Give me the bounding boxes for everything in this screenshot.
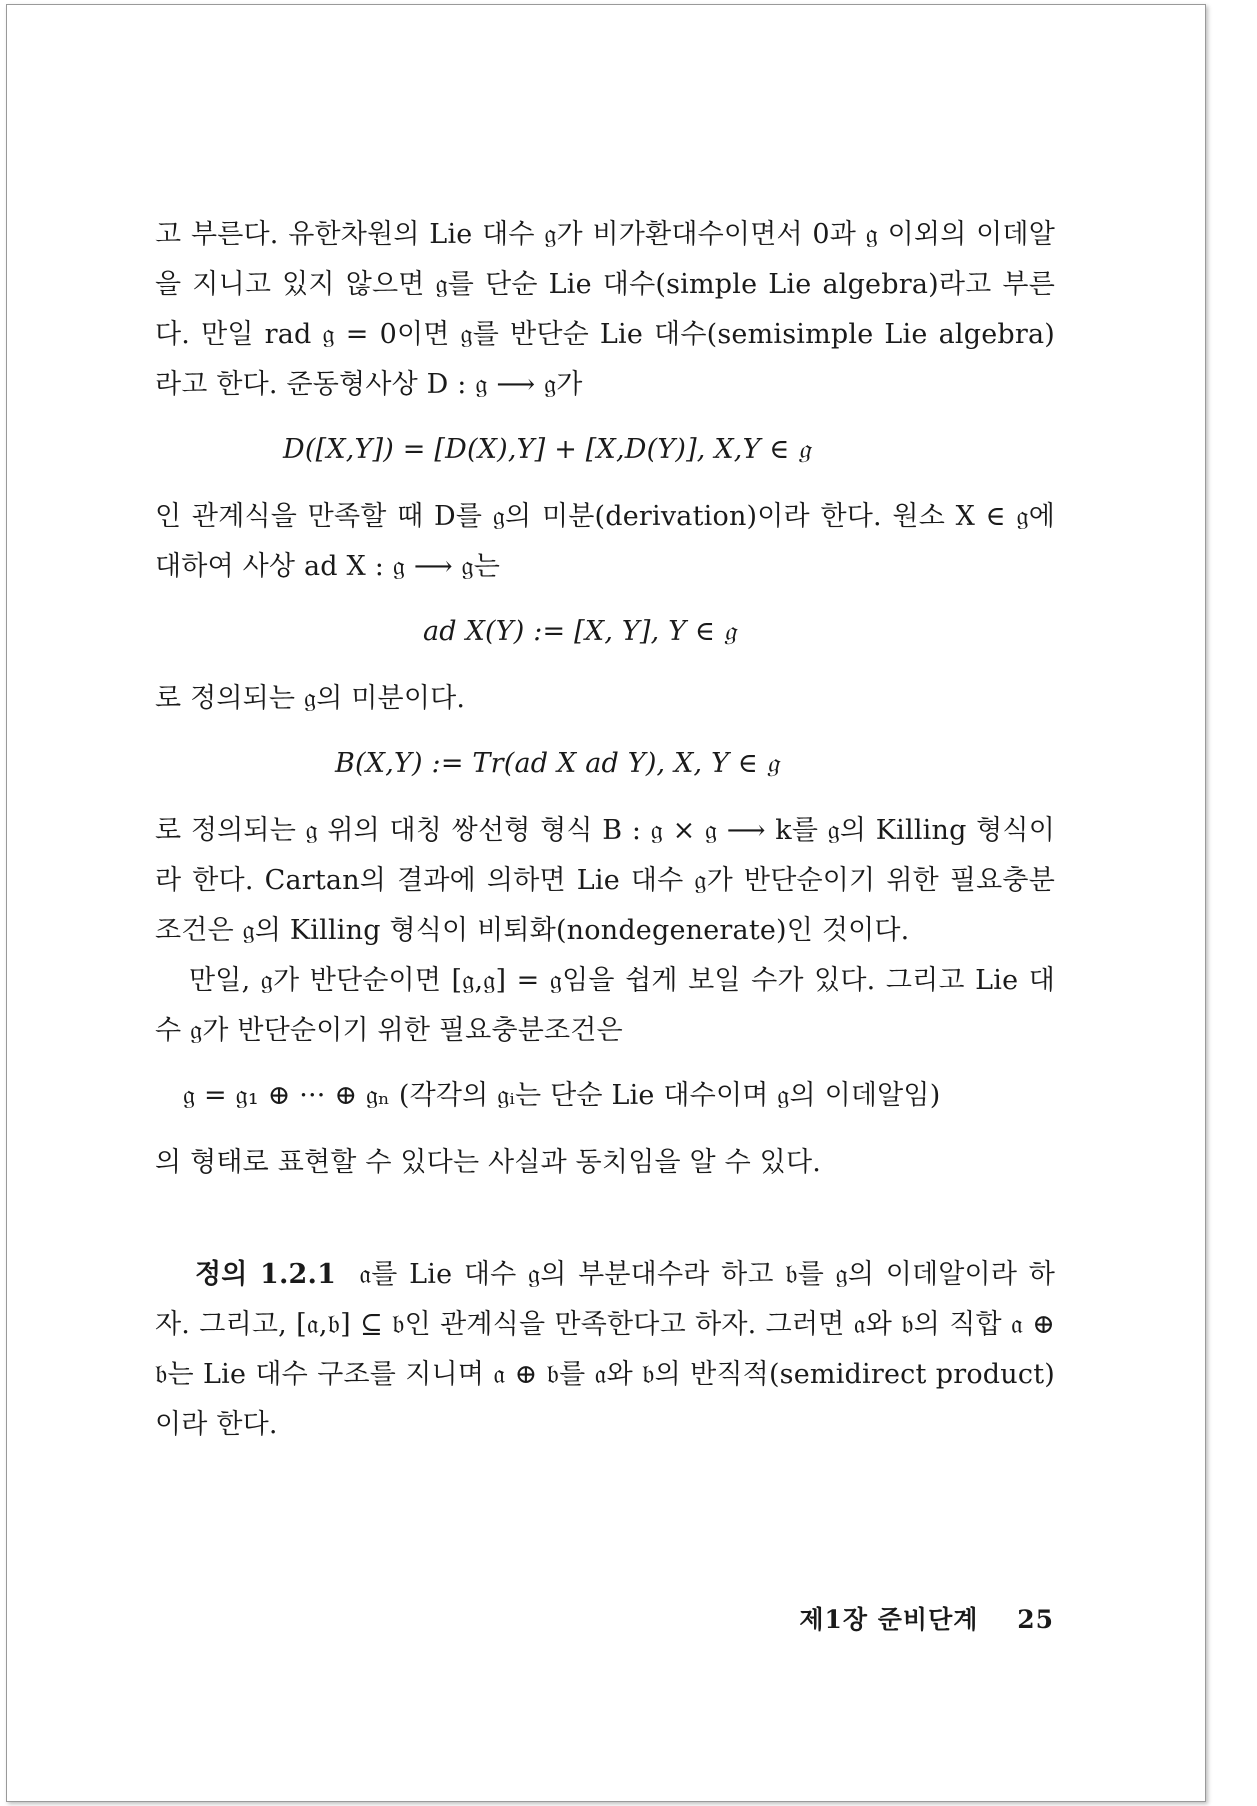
definition-text: 𝔞를 Lie 대수 𝔤의 부분대수라 하고 𝔟를 𝔤의 이데알이라 하자. 그리고, [𝔞,𝔟] ⊆ 𝔟인 관계식을 만족한다고 하자. 그러면 𝔞와 𝔟의 직합 𝔞 ⊕ 𝔟는 Lie 대수 구조를 지니며 𝔞 ⊕ 𝔟를 𝔞와 𝔟의 반직적(semidirect product)이라 한다. bbox=[155, 1259, 1055, 1440]
paragraph-5: 만일, 𝔤가 반단순이면 [𝔤,𝔤] = 𝔤임을 쉽게 보일 수가 있다. 그리고 Lie 대수 𝔤가 반단순이기 위한 필요충분조건은 bbox=[155, 965, 1055, 1046]
definition-label: 정의 1.2.1 bbox=[195, 1259, 337, 1290]
formula-adjoint: ad X(Y) := [X, Y], Y ∈ 𝔤 bbox=[423, 616, 737, 647]
formula-direct-sum: 𝔤 = 𝔤₁ ⊕ ··· ⊕ 𝔤ₙ (각각의 𝔤ᵢ는 단순 Lie 대수이며 𝔤의 이데알임) bbox=[183, 1080, 941, 1111]
page-body bbox=[155, 210, 1055, 1450]
paragraph-3: 로 정의되는 𝔤의 미분이다. bbox=[155, 683, 466, 714]
paragraph-1: 고 부른다. 유한차원의 Lie 대수 𝔤가 비가환대수이면서 0과 𝔤 이외의 이데알을 지니고 있지 않으면 𝔤를 단순 Lie 대수(simple Lie algebra)라고 부른다. 만일 rad 𝔤 = 0이면 𝔤를 반단순 Lie 대수(semisimple Lie algebra)라고 한다. 준동형사상 D : 𝔤 ⟶ 𝔤가 bbox=[155, 219, 1055, 400]
page-footer bbox=[799, 1600, 1054, 1636]
paragraph-4: 로 정의되는 𝔤 위의 대칭 쌍선형 형식 B : 𝔤 × 𝔤 ⟶ k를 𝔤의 Killing 형식이라 한다. Cartan의 결과에 의하면 Lie 대수 𝔤가 반단순이기 위한 필요충분조건은 𝔤의 Killing 형식이 비퇴화(nondegenerate)인 것이다. bbox=[155, 815, 1055, 946]
definition-block bbox=[155, 1250, 1055, 1450]
paragraph-2: 인 관계식을 만족할 때 D를 𝔤의 미분(derivation)이라 한다. 원소 X ∈ 𝔤에 대하여 사상 ad X : 𝔤 ⟶ 𝔤는 bbox=[155, 501, 1055, 582]
chapter-label: 제1장 준비단계 bbox=[799, 1605, 979, 1634]
formula-killing-form: B(X,Y) := Tr(ad X ad Y), X, Y ∈ 𝔤 bbox=[335, 748, 780, 779]
page-number: 25 bbox=[1017, 1605, 1054, 1634]
formula-derivation: D([X,Y]) = [D(X),Y] + [X,D(Y)], X,Y ∈ 𝔤 bbox=[283, 434, 811, 465]
paragraph-6: 의 형태로 표현할 수 있다는 사실과 동치임을 알 수 있다. bbox=[155, 1147, 822, 1178]
